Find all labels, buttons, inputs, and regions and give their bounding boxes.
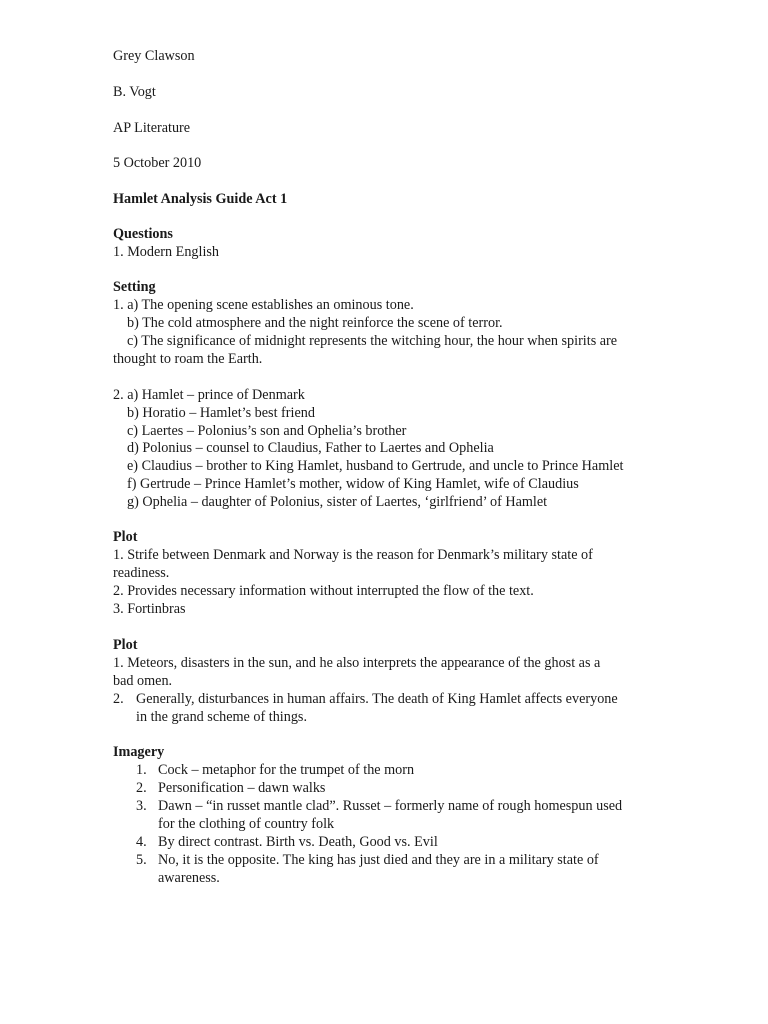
imagery-item-number: 3. <box>136 798 147 814</box>
questions-heading: Questions <box>113 226 173 242</box>
plot-heading: Plot <box>113 529 138 545</box>
setting-line: f) Gertrude – Prince Hamlet’s mother, widow of King Hamlet, wife of Claudius <box>127 476 579 492</box>
plot-line: bad omen. <box>113 673 173 689</box>
questions-item: 1. Modern English <box>113 244 220 260</box>
imagery-item-text: By direct contrast. Birth vs. Death, Good vs. Evil <box>158 834 438 850</box>
imagery-heading: Imagery <box>113 744 165 760</box>
setting-line: b) The cold atmosphere and the night reinforce the scene of terror. <box>127 315 503 331</box>
imagery-item-number: 1. <box>136 762 147 778</box>
setting-line: c) The significance of midnight represents the witching hour, the hour when spirits are <box>127 333 618 349</box>
plot-item-number: 2. <box>113 691 124 707</box>
setting-line: g) Ophelia – daughter of Polonius, sister of Laertes, ‘girlfriend’ of Hamlet <box>127 494 548 510</box>
imagery-item-text: awareness. <box>158 870 220 886</box>
plot-line: Generally, disturbances in human affairs. The death of King Hamlet affects everyone <box>136 691 618 707</box>
plot-line: 1. Meteors, disasters in the sun, and he also interprets the appearance of the ghost as a <box>113 655 601 671</box>
setting-line: c) Laertes – Polonius’s son and Ophelia’s brother <box>127 423 407 439</box>
imagery-item-text: Dawn – “in russet mantle clad”. Russet – formerly name of rough homespun used <box>158 798 623 814</box>
course-name: AP Literature <box>113 120 191 136</box>
author-name: Grey Clawson <box>113 48 195 64</box>
imagery-item-number: 5. <box>136 852 147 868</box>
imagery-item-number: 4. <box>136 834 147 850</box>
document-date: 5 October 2010 <box>113 155 202 171</box>
setting-line: 2. a) Hamlet – prince of Denmark <box>113 387 305 403</box>
imagery-item-number: 2. <box>136 780 147 796</box>
setting-line: e) Claudius – brother to King Hamlet, husband to Gertrude, and uncle to Prince Hamlet <box>127 458 624 474</box>
imagery-item-text: No, it is the opposite. The king has just died and they are in a military state of <box>158 852 599 868</box>
imagery-item-text: Personification – dawn walks <box>158 780 326 796</box>
plot-line: 3. Fortinbras <box>113 601 186 617</box>
setting-line: thought to roam the Earth. <box>113 351 263 367</box>
instructor-name: B. Vogt <box>113 84 156 100</box>
imagery-item-text: Cock – metaphor for the trumpet of the morn <box>158 762 415 778</box>
plot-heading: Plot <box>113 637 138 653</box>
plot-line: in the grand scheme of things. <box>136 709 307 725</box>
plot-line: 1. Strife between Denmark and Norway is the reason for Denmark’s military state of <box>113 547 593 563</box>
plot-line: readiness. <box>113 565 170 581</box>
setting-line: 1. a) The opening scene establishes an ominous tone. <box>113 297 414 313</box>
imagery-item-text: for the clothing of country folk <box>158 816 335 832</box>
document-title: Hamlet Analysis Guide Act 1 <box>113 191 288 207</box>
setting-line: b) Horatio – Hamlet’s best friend <box>127 405 315 421</box>
plot-line: 2. Provides necessary information without interrupted the flow of the text. <box>113 583 534 599</box>
setting-heading: Setting <box>113 279 156 295</box>
setting-line: d) Polonius – counsel to Claudius, Father to Laertes and Ophelia <box>127 440 494 456</box>
